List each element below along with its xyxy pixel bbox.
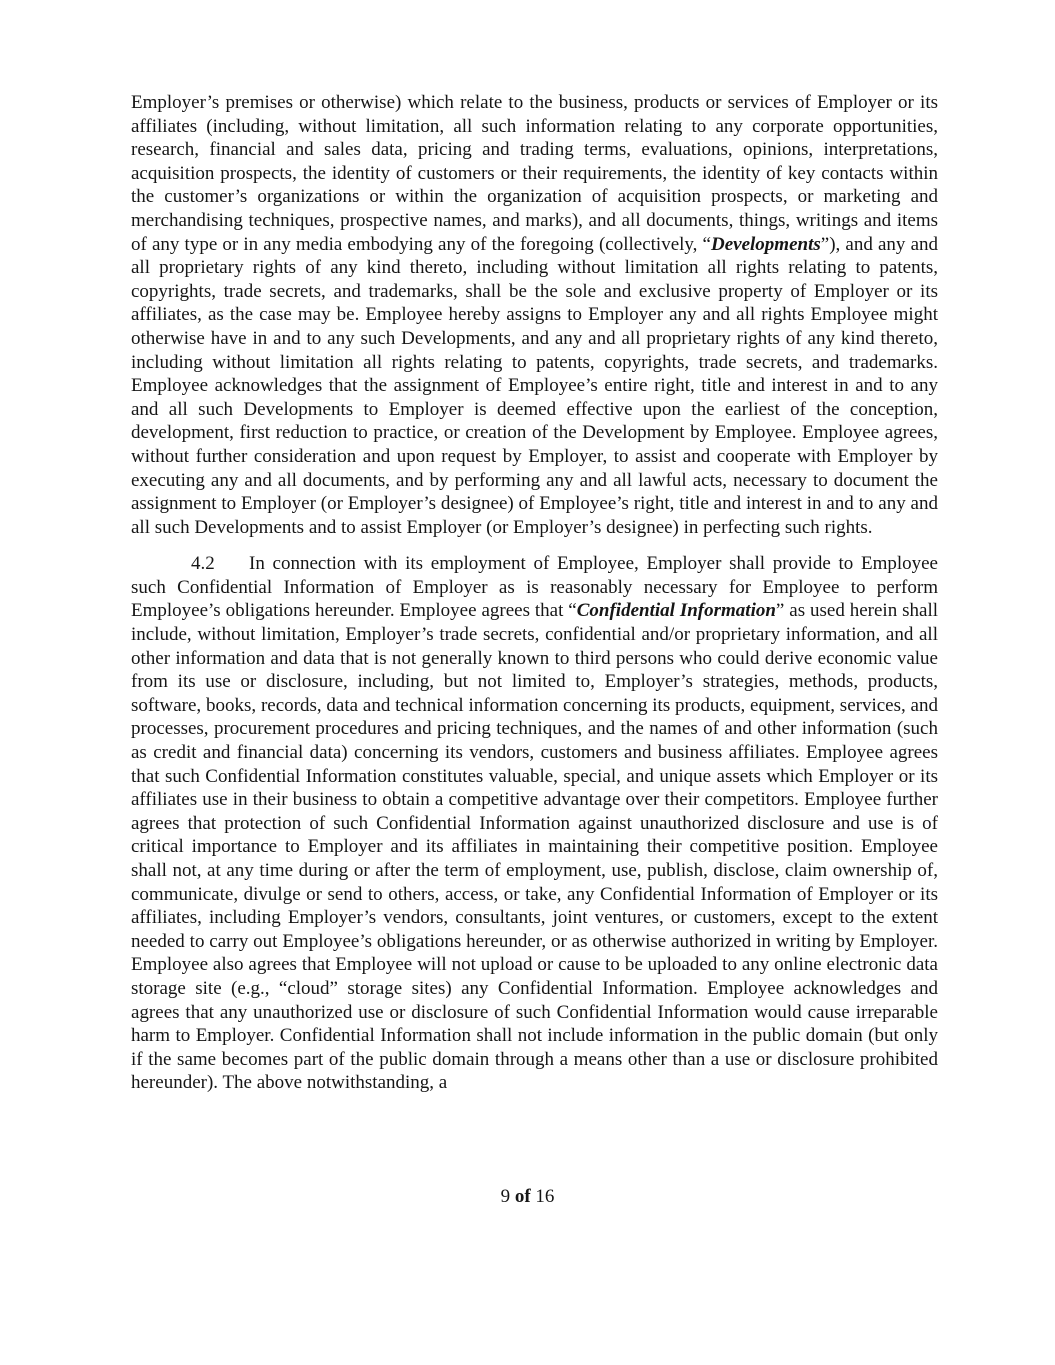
page-current: 9 xyxy=(500,1186,511,1207)
paragraph-text: ”), and any and all proprietary rights of any kind thereto, including without limitation all rights relating to patents, copyrights, trade secrets, and trademarks, shall be the sole and exclusive property of Employer or its affiliates, as the case may be. Employee hereby assigns to Employer any and all rights Employee might otherwise have in and to any such Developments, and any and all proprietary rights of any kind thereto, including without limitation all rights relating to patents, copyrights, trade secrets, and trademarks. Employee acknowledges that the assignment of Employee’s entire right, title and interest in and to any and all such Developments to Employer is deemed effective upon the earliest of the conception, development, first reduction to practice, or creation of the Development by Employee. Employee agrees, without further consideration and upon request by Employer, to assist and cooperate with Employer by executing any and all documents, and by performing any and all lawful acts, necessary to document the assignment to Employer (or Employer’s designee) of Employee’s right, title and interest in and to any and all such Developments and to assist Employer (or Employer’s designee) in perfecting such rights. xyxy=(131,233,938,538)
page-number xyxy=(0,1186,1055,1208)
page-total: 16 xyxy=(535,1186,555,1207)
paragraph-text: In connection with its employment of Employee, Employer shall provide to Employee such Confidential Information of Employer as is reasonably necessary for Employee to perform Employee’s obligations hereunder. Employee agrees that “ xyxy=(131,553,938,622)
defined-term-confidential-information: Confidential Information xyxy=(576,600,776,622)
page-of-label: of xyxy=(514,1186,531,1207)
defined-term-developments: Developments xyxy=(711,233,821,255)
paragraph-text: ” as used herein shall include, without limitation, Employer’s trade secrets, confidential and/or proprietary information, and all other information and data that is not generally known to third persons who could derive economic value from its use or disclosure, including, but not limited to, Employer’s strategies, methods, products, software, books, records, data and technical information concerning its products, equipment, services, and processes, procurement procedures and pricing techniques, and the names of and other information (such as credit and financial data) concerning its vendors, customers and business affiliates. Employee agrees that such Confidential Information constitutes valuable, special, and unique assets which Employer or its affiliates use in their business to obtain a competitive advantage over their competitors. Employee further agrees that protection of such Confidential Information against unauthorized disclosure and use is of critical importance to Employer and its affiliates in maintaining their competitive position. Employee shall not, at any time during or after the term of employment, use, publish, disclose, claim ownership of, communicate, divulge or send to others, access, or take, any Confidential Information of Employer or its affiliates, including Employer’s vendors, consultants, joint ventures, or customers, except to the extent needed to carry out Employee’s obligations hereunder, or as otherwise authorized in writing by Employer. Employee also agrees that Employee will not upload or cause to be uploaded to any online electronic data storage site (e.g., “cloud” storage sites) any Confidential Information. Employee acknowledges and agrees that any unauthorized use or disclosure of such Confidential Information would cause irreparable harm to Employer. Confidential Information shall not include information in the public domain (but only if the same becomes part of the public domain through a means other than a use or disclosure prohibited hereunder). The above notwithstanding, a xyxy=(131,600,938,1094)
section-4-2 xyxy=(131,552,938,1095)
paragraph-developments xyxy=(131,91,938,539)
document-body xyxy=(131,91,938,1095)
section-number: 4.2 xyxy=(191,553,215,575)
paragraph-text: Employer’s premises or otherwise) which relate to the business, products or services of Employer or its affiliates (including, without limitation, all such information relating to any corporate opportunities, research, financial and sales data, pricing and trading terms, evaluations, opinions, interpretations, acquisition prospects, the identity of customers or their requirements, the identity of key contacts within the customer’s organizations or within the organization of acquisition prospects, or marketing and merchandising techniques, prospective names, and marks), and all documents, things, writings and items of any type or in any media embodying any of the foregoing (collectively, “ xyxy=(131,92,938,255)
